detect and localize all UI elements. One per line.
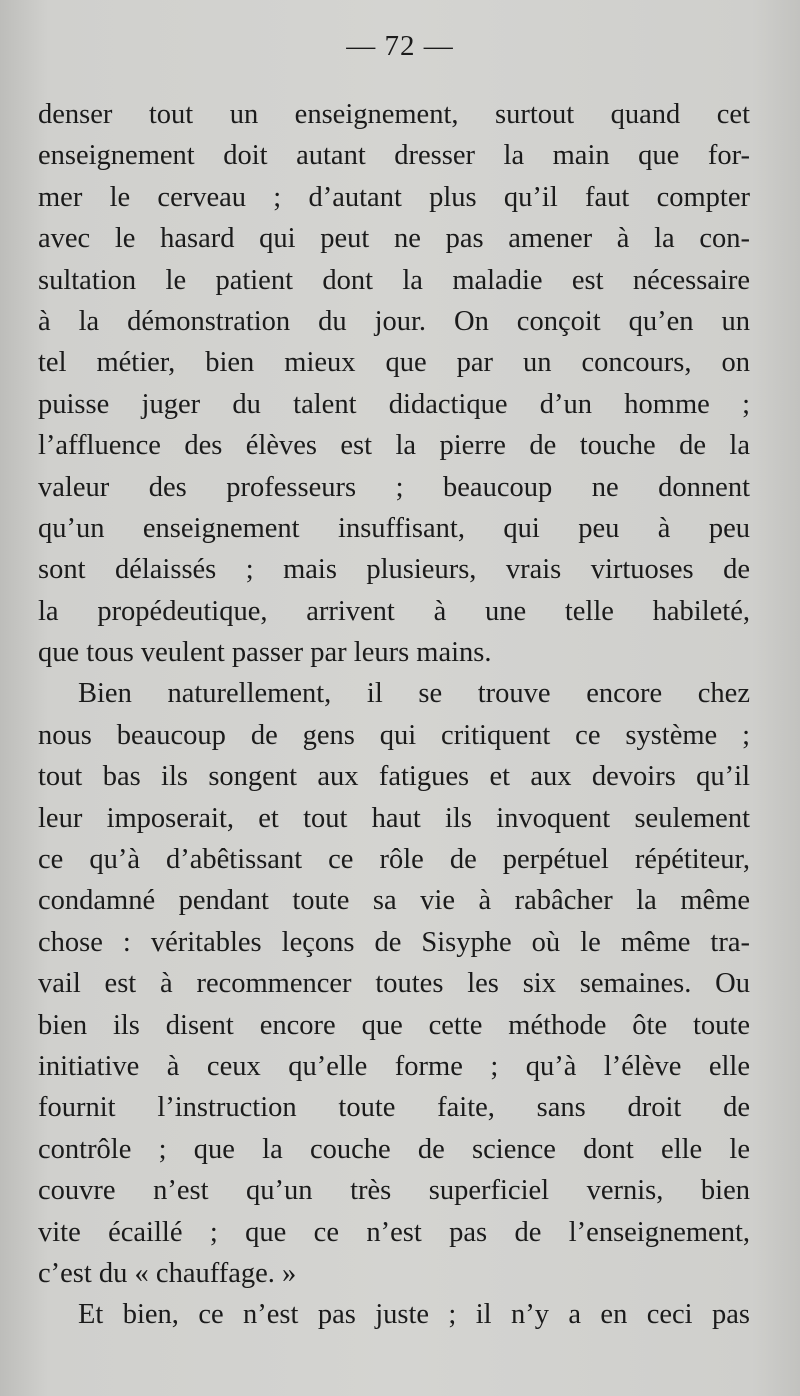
paragraph-first-line: Bien naturellement, il se trouve encore chez (78, 678, 750, 710)
text-line: nous beaucoup de gens qui critiquent ce système ; (38, 719, 750, 751)
text-line: valeur des professeurs ; beaucoup ne donnent (38, 471, 750, 503)
text-line: leur imposerait, et tout haut ils invoquent seulement (38, 802, 750, 834)
text-line: mer le cerveau ; d’autant plus qu’il faut compter (38, 181, 750, 213)
paragraph-first-line: Et bien, ce n’est pas juste ; il n’y a en ceci pas (78, 1299, 750, 1331)
text-line: contrôle ; que la couche de science dont elle le (38, 1133, 750, 1165)
text-line: que tous veulent passer par leurs mains. (38, 637, 492, 669)
text-line: bien ils disent encore que cette méthode ôte toute (38, 1009, 750, 1041)
text-line: couvre n’est qu’un très superficiel vernis, bien (38, 1175, 750, 1207)
text-line: avec le hasard qui peut ne pas amener à la con- (38, 223, 750, 255)
page-number: — 72 — (346, 30, 454, 62)
body-text (38, 94, 750, 1336)
text-line: la propédeutique, arrivent à une telle habileté, (38, 595, 750, 627)
text-line: c’est du « chauffage. » (38, 1257, 297, 1289)
text-line: sultation le patient dont la maladie est nécessaire (38, 264, 750, 296)
text-line: chose : véritables leçons de Sisyphe où le même tra- (38, 926, 750, 958)
text-line: sont délaissés ; mais plusieurs, vrais virtuoses de (38, 554, 750, 586)
text-line: initiative à ceux qu’elle forme ; qu’à l’élève elle (38, 1050, 750, 1082)
text-line: vail est à recommencer toutes les six semaines. Ou (38, 968, 750, 1000)
text-line: l’affluence des élèves est la pierre de touche de la (38, 430, 750, 462)
text-line: condamné pendant toute sa vie à rabâcher la même (38, 885, 750, 917)
text-line: vite écaillé ; que ce n’est pas de l’enseignement, (38, 1216, 750, 1248)
text-line: denser tout un enseignement, surtout quand cet (38, 99, 750, 130)
text-line: tout bas ils songent aux fatigues et aux devoirs qu’il (38, 761, 750, 793)
text-line: à la démonstration du jour. On conçoit qu’en un (38, 305, 750, 337)
text-line: fournit l’instruction toute faite, sans droit de (38, 1092, 750, 1124)
text-line: puisse juger du talent didactique d’un homme ; (38, 388, 750, 420)
text-line: ce qu’à d’abêtissant ce rôle de perpétuel répétiteur, (38, 844, 750, 876)
text-line: enseignement doit autant dresser la main que for- (38, 140, 750, 172)
text-line: tel métier, bien mieux que par un concours, on (38, 347, 750, 379)
text-line: qu’un enseignement insuffisant, qui peu à peu (38, 512, 750, 544)
